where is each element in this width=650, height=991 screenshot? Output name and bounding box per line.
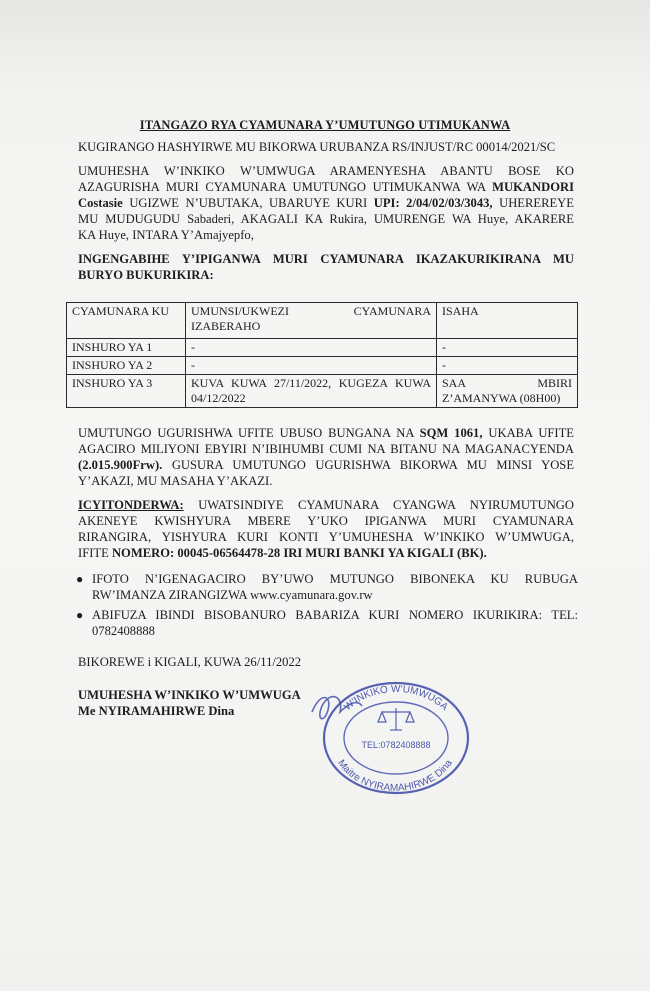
bullet-icon: ● <box>76 608 84 622</box>
owner-firstname: Costasie <box>78 196 123 210</box>
official-stamp <box>310 672 470 796</box>
intro-located-text: UHEREREYE <box>499 196 574 210</box>
bullet-line: RW’IMANZA ZIRANGIZWA www.cyamunara.gov.rw <box>92 588 373 602</box>
table-row <box>67 375 578 408</box>
intro-line-1: UMUHESHA W’INKIKO W’UMWUGA ARAMENYESHA ABANTU BOSE KO <box>78 164 574 178</box>
bank-account-number: NOMERO: 00045-06564478-28 IRI MURI BANKI YA KIGALI (BK). <box>111 546 487 560</box>
table-cell: KUVA KUWA 27/11/2022, KUGEZA KUWA 04/12/2022 <box>186 375 437 408</box>
table-row <box>67 357 578 375</box>
notice-line-3 <box>78 529 574 545</box>
scales-icon <box>378 708 414 730</box>
table-cell: - <box>186 357 437 375</box>
bullet-icon: ● <box>76 572 84 586</box>
bullet-line: ABIFUZA IBINDI BISOBANURO BABARIZA KURI NOMERO IKURIKIRA: TEL: <box>92 608 578 622</box>
table-cell: - <box>186 339 437 357</box>
table-cell: - <box>437 357 578 375</box>
schedule-heading-line-1: INGENGABIHE Y’IPIGANWA MURI CYAMUNARA IKAZAKURIKIRANA MU <box>78 252 574 266</box>
svg-text:Maitre NYIRAMAHIRWE Dina <box>335 758 455 794</box>
property-line-3 <box>78 457 574 473</box>
notice-line-4 <box>78 545 574 561</box>
intro-line-5: KA Huye, INTARA Y’Amajyepfo, <box>78 228 254 242</box>
table-header-cell: ISAHA <box>437 303 578 339</box>
bullet-line: 0782408888 <box>92 624 155 638</box>
table-header-cell: CYAMUNARA KU <box>67 303 186 339</box>
list-item <box>76 571 578 603</box>
intro-line-2 <box>78 179 574 195</box>
signatory-name: Me NYIRAMAHIRWE Dina <box>78 704 235 718</box>
notice-has-text: IFITE <box>78 546 109 560</box>
intro-text: AZAGURISHA MURI CYAMUNARA UMUTUNGO UTIMUKANWA WA <box>78 180 486 194</box>
notice-line-1 <box>78 497 574 513</box>
property-line-1 <box>78 425 574 441</box>
table-cell: INSHURO YA 1 <box>67 339 186 357</box>
case-reference: KUGIRANGO HASHYIRWE MU BIKORWA URUBANZA RS/INJUST/RC 00014/2021/SC <box>78 140 556 154</box>
notice-text: UWATSINDIYE CYAMUNARA CYANGWA NYIRUMUTUNGO <box>198 498 574 512</box>
notice-account-text: KONTI Y’UMUHESHA W’INKIKO W’UMWUGA, <box>279 530 574 544</box>
property-value-text: UKABA UFITE <box>488 426 574 440</box>
notice-line-2: AKENEYE KWISHYURA MBERE Y’UKO IPIGANWA MURI CYAMUNARA <box>78 514 574 528</box>
intro-line-4: MU MUDUGUDU Sabaderi, AKAGALI KA Rukira, UMURENGE WA Huye, AKARERE <box>78 212 574 226</box>
table-cell: SAA MBIRI Z’AMANYWA (08H00) <box>437 375 578 408</box>
visit-text: GUSURA UMUTUNGO UGURISHWA BIKORWA MU MINSI YOSE <box>171 458 575 472</box>
intro-land-text: UGIZWE N’UBUTAKA, UBARUYE KURI <box>129 196 368 210</box>
signatory-title: UMUHESHA W’INKIKO W’UMWUGA <box>78 688 301 702</box>
notice-pay-text: RIRANGIRA, YISHYURA KURI <box>78 530 268 544</box>
document-title: ITANGAZO RYA CYAMUNARA Y’UMUTUNGO UTIMUKANWA <box>139 118 511 132</box>
property-line-4: Y’AKAZI, MU MASAHA Y’AKAZI. <box>78 474 273 488</box>
stamp-tel: TEL:0782408888 <box>361 740 431 750</box>
property-area-text: UMUTUNGO UGURISHWA UFITE UBUSO BUNGANA NA <box>78 426 414 440</box>
notice-label: ICYITONDERWA: <box>78 498 184 512</box>
property-line-2: AGACIRO MILIYONI EBYIRI N’IBIHUMBI CUMI NA BITANU NA MAGANACYENDA <box>78 442 574 456</box>
stamp-top-text: W'INKIKO W'UMWUGA <box>342 683 450 713</box>
property-value: (2.015.900Frw). <box>78 458 163 472</box>
owner-surname: MUKANDORI <box>492 180 574 194</box>
list-item <box>76 607 578 639</box>
stamp-bottom-text: Maitre NYIRAMAHIRWE Dina <box>335 757 455 794</box>
table-row <box>67 339 578 357</box>
intro-line-3 <box>78 195 574 211</box>
place-date: BIKOREWE i KIGALI, KUWA 26/11/2022 <box>78 655 302 669</box>
table-cell: INSHURO YA 2 <box>67 357 186 375</box>
auction-schedule-table <box>66 302 578 408</box>
table-header-cell: UMUNSI/UKWEZI CYAMUNARA IZABERAHO <box>186 303 437 339</box>
upi-number: UPI: 2/04/02/03/3043, <box>373 196 493 210</box>
stamp-seal-icon <box>310 672 470 796</box>
table-cell: INSHURO YA 3 <box>67 375 186 408</box>
property-area: SQM 1061, <box>419 426 483 440</box>
table-header-row <box>67 303 578 339</box>
schedule-heading-line-2: BURYO BUKURIKIRA: <box>78 268 214 282</box>
table-cell: - <box>437 339 578 357</box>
bullet-line: IFOTO N’IGENAGACIRO BY’UWO MUTUNGO BIBONEKA KU RUBUGA <box>92 572 578 586</box>
